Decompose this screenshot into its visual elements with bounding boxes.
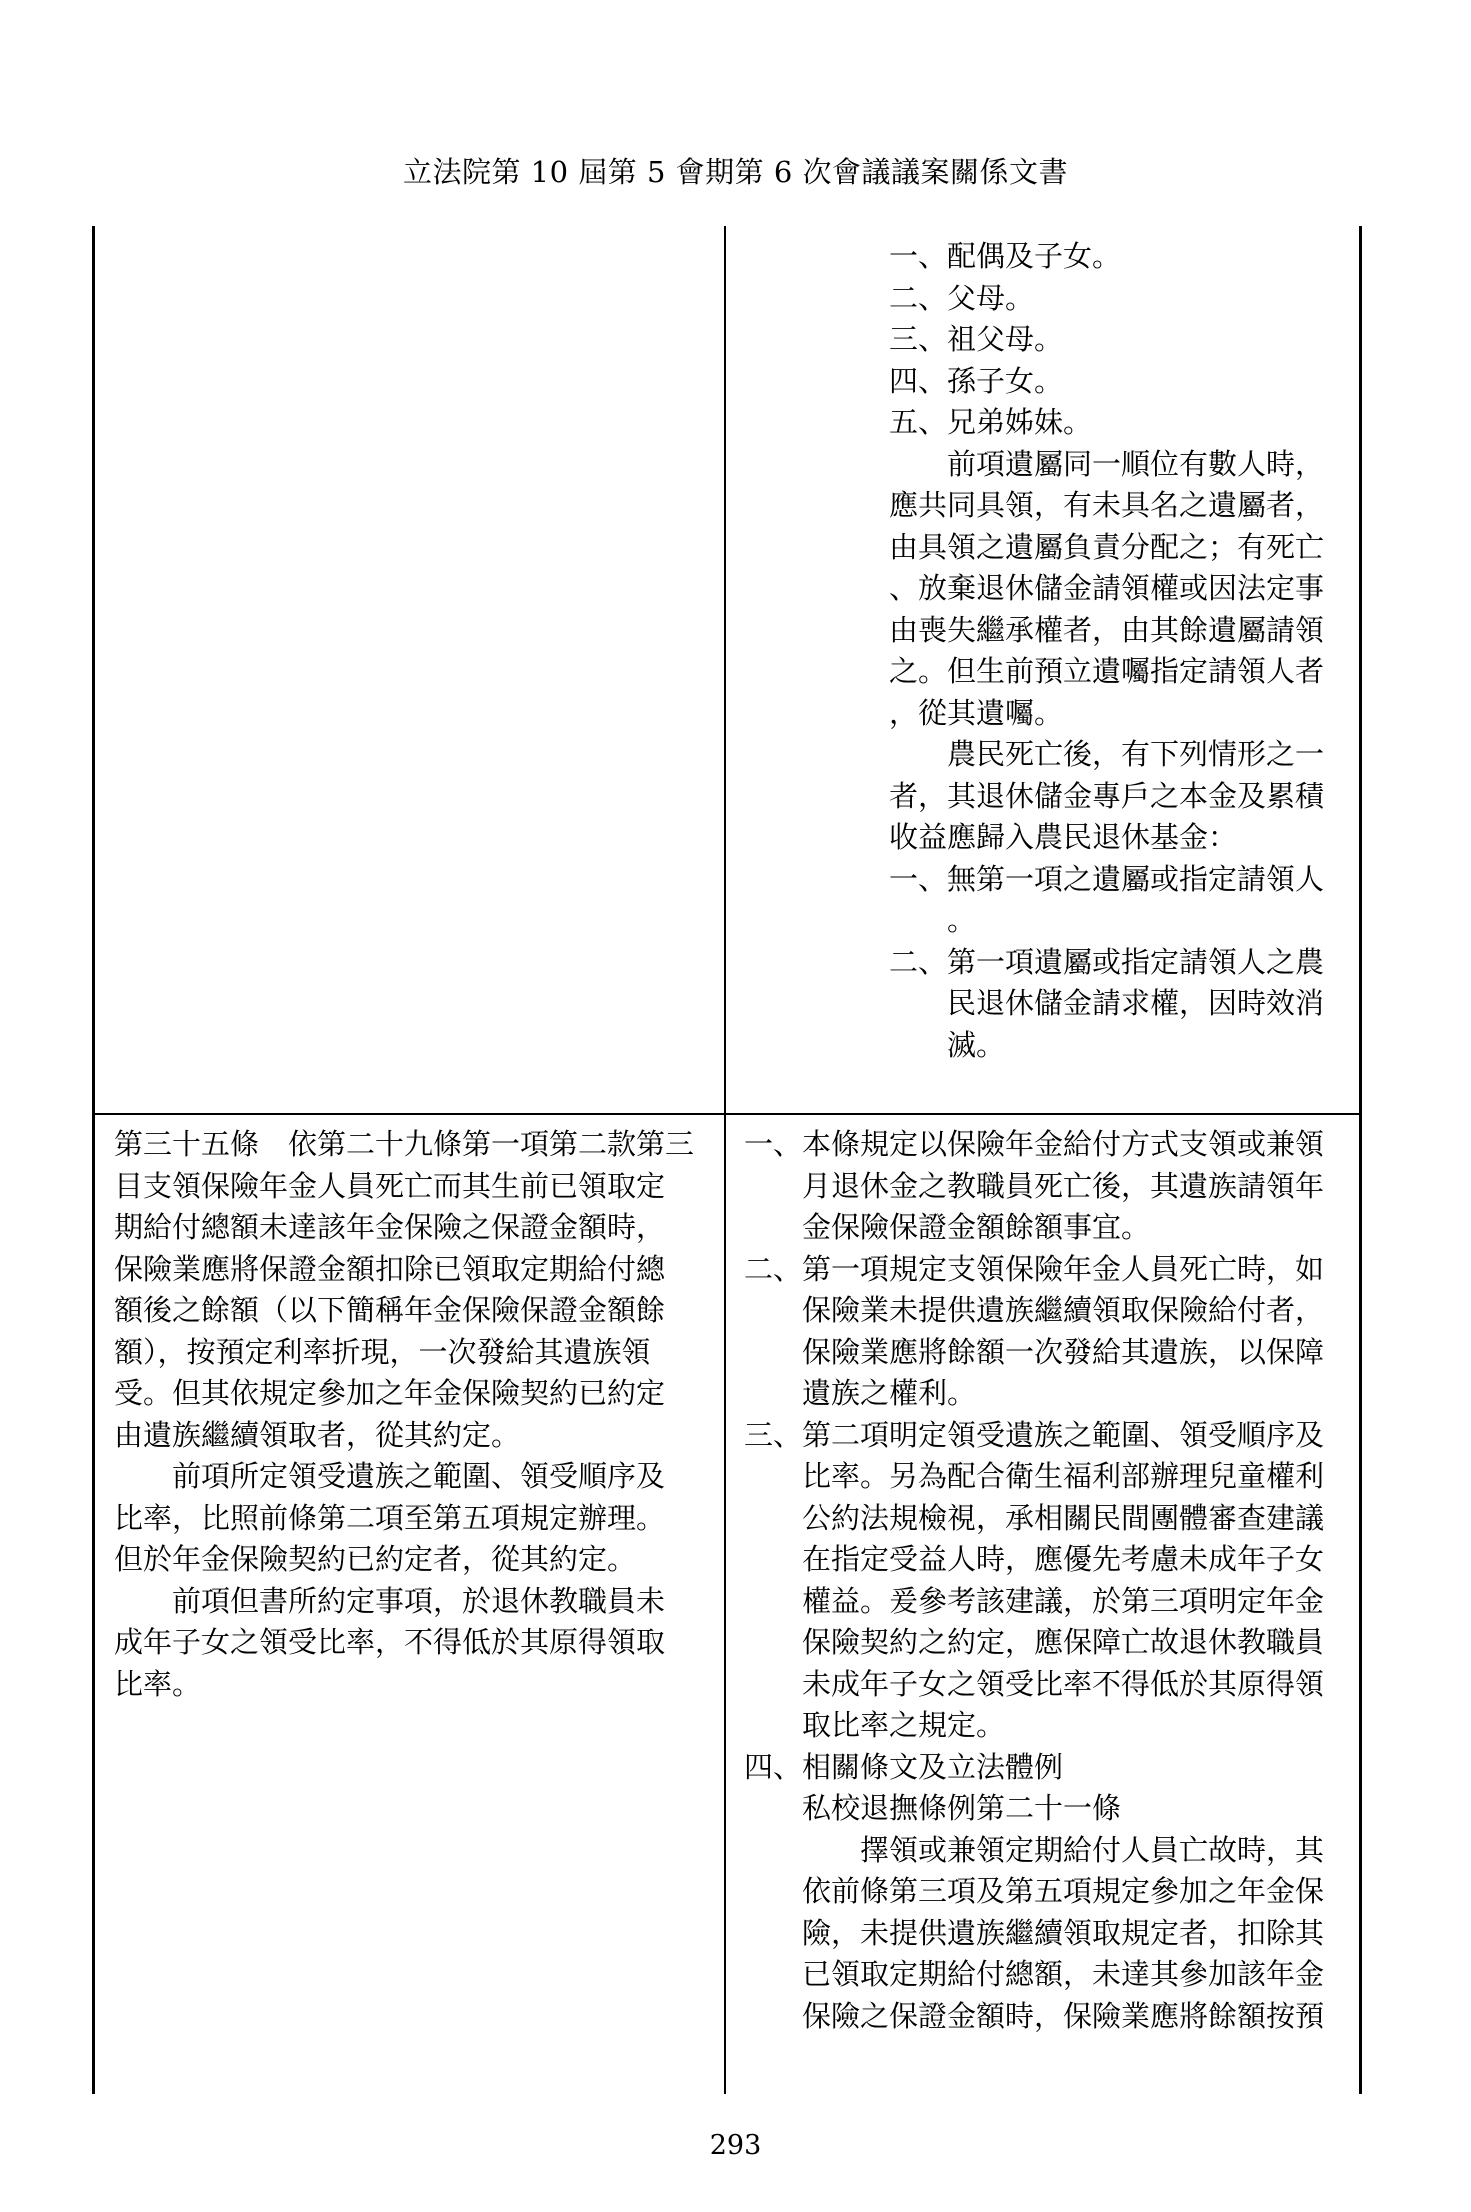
table-right-border xyxy=(1359,226,1362,2094)
table-row-divider xyxy=(92,1113,1362,1115)
text-line: 未成年子女之領受比率不得低於其原得領 xyxy=(744,1666,1325,1701)
text-line: 保險契約之約定，應保障亡故退休教職員 xyxy=(744,1625,1325,1659)
text-line: 但於年金保險契約已約定者，從其約定。 xyxy=(114,1542,637,1576)
text-line: 滅。 xyxy=(889,1027,1006,1062)
text-line: 一、無第一項之遺屬或指定請領人 xyxy=(889,861,1325,896)
text-line: 金保險保證金額餘額事宜。 xyxy=(744,1210,1151,1244)
text-line: 者，其退休儲金專戶之本金及累積 xyxy=(889,778,1325,813)
text-line: 遺族之權利。 xyxy=(744,1376,977,1410)
text-line: 受。但其依規定參加之年金保險契約已約定 xyxy=(114,1376,666,1410)
text-line: 四、相關條文及立法體例 xyxy=(744,1749,1064,1784)
text-line: 保險業應將保證金額扣除已領取定期給付總 xyxy=(114,1251,666,1286)
text-line: 額後之餘額（以下簡稱年金保險保證金額餘 xyxy=(114,1293,666,1327)
text-line: 由喪失繼承權者，由其餘遺屬請領 xyxy=(889,612,1325,647)
text-line: 收益應歸入農民退休基金： xyxy=(889,820,1238,854)
text-line: 擇領或兼領定期給付人員亡故時，其 xyxy=(744,1832,1325,1867)
text-line: 目支領保險年金人員死亡而其生前已領取定 xyxy=(114,1168,666,1203)
text-line: 比率。 xyxy=(114,1666,202,1701)
text-line: 比率。另為配合衛生福利部辦理兒童權利 xyxy=(744,1459,1325,1493)
text-line: 四、孫子女。 xyxy=(889,363,1064,398)
text-line: 一、配偶及子女。 xyxy=(889,239,1122,273)
text-line: 公約法規檢視，承相關民間團體審查建議 xyxy=(744,1500,1325,1535)
comparison-table xyxy=(92,226,1362,2094)
text-line: 成年子女之領受比率，不得低於其原得領取 xyxy=(114,1625,666,1659)
bottom-left-cell xyxy=(114,1124,708,1705)
text-line: 期給付總額未達該年金保險之保證金額時， xyxy=(114,1210,666,1244)
text-line: 保險業未提供遺族繼續領取保險給付者， xyxy=(744,1293,1325,1327)
text-line: 五、兄弟姊妹。 xyxy=(889,405,1093,439)
top-right-cell xyxy=(889,236,1349,1066)
text-line: ，從其遺囑。 xyxy=(889,695,1064,730)
text-line: 保險之保證金額時，保險業應將餘額按預 xyxy=(744,1998,1325,2033)
text-line: 險，未提供遺族繼續領取規定者，扣除其 xyxy=(744,1915,1325,1950)
text-line: 額），按預定利率折現，一次發給其遺族領 xyxy=(114,1334,651,1369)
text-line: 在指定受益人時，應優先考慮未成年子女 xyxy=(744,1542,1325,1576)
page-number: 293 xyxy=(709,2130,762,2161)
text-line: 月退休金之教職員死亡後，其遺族請領年 xyxy=(744,1168,1325,1203)
text-line: 二、第一項規定支領保險年金人員死亡時，如 xyxy=(744,1251,1325,1286)
text-line: 一、本條規定以保險年金給付方式支領或兼領 xyxy=(744,1127,1325,1161)
text-line: 第三十五條 依第二十九條第一項第二款第三 xyxy=(114,1127,695,1161)
text-line: 保險業應將餘額一次發給其遺族，以保障 xyxy=(744,1334,1325,1369)
text-line: 前項遺屬同一順位有數人時， xyxy=(889,446,1325,481)
text-line: 權益。爰參考該建議，於第三項明定年金 xyxy=(744,1583,1325,1618)
table-middle-divider xyxy=(724,226,726,2094)
text-line: 之。但生前預立遺囑指定請領人者 xyxy=(889,654,1325,688)
bottom-right-cell xyxy=(744,1124,1349,2037)
text-line: 二、父母。 xyxy=(889,280,1035,315)
text-line: 由遺族繼續領取者，從其約定。 xyxy=(114,1417,521,1452)
text-line: 三、祖父母。 xyxy=(889,322,1064,356)
text-line: 前項但書所約定事項，於退休教職員未 xyxy=(114,1583,666,1618)
text-line: 三、第二項明定領受遺族之範圍、領受順序及 xyxy=(744,1417,1325,1452)
text-line: 。 xyxy=(889,903,977,937)
text-line: 應共同具領，有未具名之遺屬者， xyxy=(889,488,1325,522)
text-line: 農民死亡後，有下列情形之一 xyxy=(889,737,1325,771)
text-line: 比率，比照前條第二項至第五項規定辦理。 xyxy=(114,1500,666,1535)
text-line: 已領取定期給付總額，未達其參加該年金 xyxy=(744,1957,1325,1991)
text-line: 由具領之遺屬負責分配之；有死亡 xyxy=(889,529,1325,564)
text-line: 民退休儲金請求權，因時效消 xyxy=(889,986,1325,1020)
text-line: 二、第一項遺屬或指定請領人之農 xyxy=(889,944,1325,979)
text-line: 、放棄退休儲金請領權或因法定事 xyxy=(889,571,1325,605)
text-line: 依前條第三項及第五項規定參加之年金保 xyxy=(744,1874,1325,1908)
document-header: 立法院第 10 屆第 5 會期第 6 次會議議案關係文書 xyxy=(402,155,1069,189)
text-line: 私校退撫條例第二十一條 xyxy=(744,1791,1122,1825)
text-line: 取比率之規定。 xyxy=(744,1708,1006,1742)
table-left-border xyxy=(92,226,95,2094)
text-line: 前項所定領受遺族之範圍、領受順序及 xyxy=(114,1459,666,1493)
